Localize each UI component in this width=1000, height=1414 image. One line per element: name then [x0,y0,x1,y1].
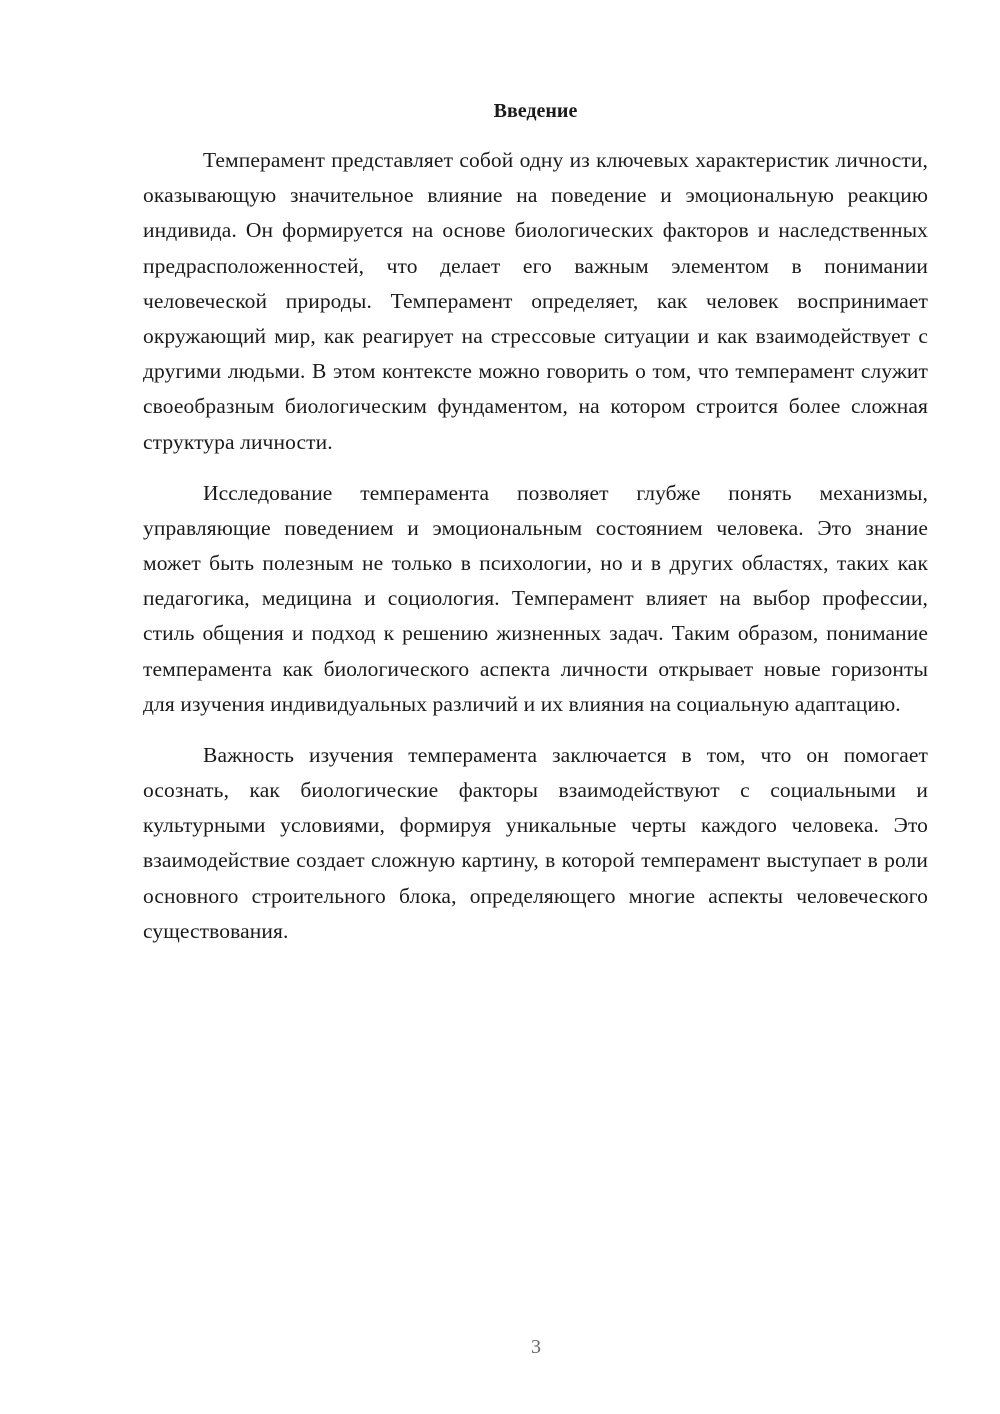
page-number: 3 [531,1336,541,1358]
paragraph-2: Исследование темперамента позволяет глубже понять механизмы, управляющие поведением и эмоциональным состоянием человека. Это знание может быть полезным не только в психологии, но и в других областях, таких как педагогика, медицина и социология. Темперамент влияет на выбор профессии, стиль общения и подход к решению жизненных задач. Таким образом, понимание темперамента как биологического аспекта личности открывает новые горизонты для изучения индивидуальных различий и их влияния на социальную адаптацию. [143,480,928,716]
body-text [143,143,928,949]
section-title: Введение [493,100,578,122]
paragraph-1: Темперамент представляет собой одну из ключевых характеристик личности, оказывающую значительное влияние на поведение и эмоциональную реакцию индивида. Он формируется на основе биологических факторов и наследственных предрасположенностей, что делает его важным элементом в понимании человеческой природы. Темперамент определяет, как человек воспринимает окружающий мир, как реагирует на стрессовые ситуации и как взаимодействует с другими людьми. В этом контексте можно говорить о том, что темперамент служит своеобразным биологическим фундаментом, на котором строится более сложная структура личности. [143,148,928,454]
paragraph-3: Важность изучения темперамента заключается в том, что он помогает осознать, как биологические факторы взаимодействуют с социальными и культурными условиями, формируя уникальные черты каждого человека. Это взаимодействие создает сложную картину, в которой темперамент выступает в роли основного строительного блока, определяющего многие аспекты человеческого существования. [143,742,928,943]
